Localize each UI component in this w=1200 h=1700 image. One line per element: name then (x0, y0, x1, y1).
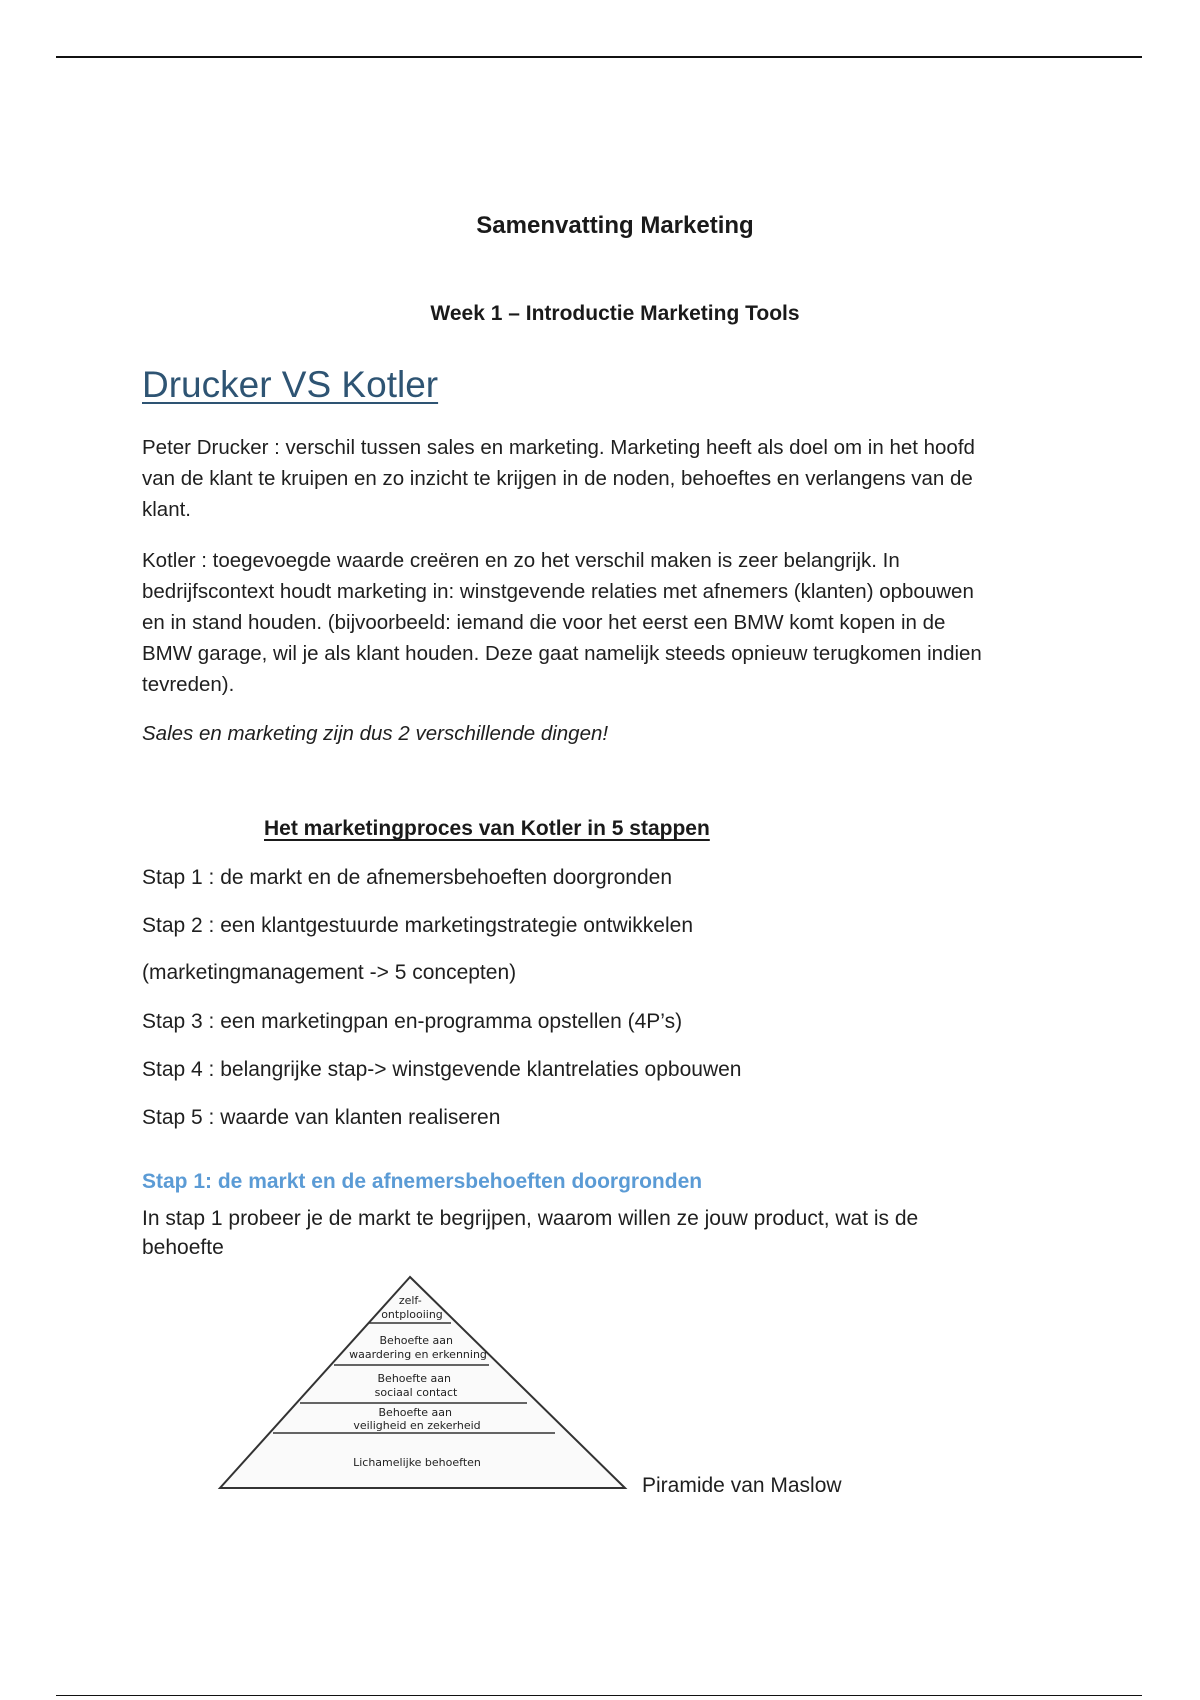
pyramid-level-esteem: Behoefte aan waardering en erkenning (349, 1334, 487, 1361)
paragraph-drucker: Peter Drucker : verschil tussen sales en marketing. Marketing heeft als doel om in het hoofd van de klant te kruipen en zo inzicht te krijgen in de noden, behoeftes en verlangens van de klant. (142, 436, 975, 521)
step-line: Stap 1 : de markt en de afnemersbehoeften doorgronden (142, 866, 673, 889)
maslow-pyramid (210, 1270, 630, 1500)
pyramid-level-social: Behoefte aan sociaal contact (374, 1372, 458, 1399)
step-line: Stap 2 : een klantgestuurde marketingstrategie ontwikkelen (142, 914, 693, 937)
step-line: (marketingmanagement -> 5 concepten) (142, 961, 517, 984)
section-heading-marketing-process: Het marketingproces van Kotler in 5 stappen (264, 817, 710, 840)
paragraph-kotler: Kotler : toegevoegde waarde creëren en zo het verschil maken is zeer belangrijk. In bedrijfscontext houdt marketing in: winstgevende relaties met afnemers (klanten) opbouwen en in stand houden. (bijvoorbeeld: iemand die voor het eerst een BMW komt kopen in de BMW garage, wil je als klant houden. Deze gaat namelijk steeds opnieuw terugkomen indien tevreden). (142, 549, 982, 696)
pyramid-level-safety: Behoefte aan veiligheid en zekerheid (353, 1406, 481, 1432)
pyramid-caption: Piramide van Maslow (642, 1474, 842, 1497)
top-rule (56, 56, 1142, 58)
paragraph-step1: In stap 1 probeer je de markt te begrijpen, waarom willen ze jouw product, wat is de behoefte (142, 1207, 919, 1259)
pyramid-level-self-actualization: zelf- ontplooiing (381, 1294, 443, 1321)
paragraph-conclusion: Sales en marketing zijn dus 2 verschillende dingen! (142, 722, 609, 745)
step-line: Stap 4 : belangrijke stap-> winstgevende klantrelaties opbouwen (142, 1058, 742, 1081)
document-title: Samenvatting Marketing (476, 212, 754, 239)
section-heading-drucker-vs-kotler: Drucker VS Kotler (142, 364, 439, 405)
step-line: Stap 3 : een marketingpan en-programma opstellen (4P’s) (142, 1010, 683, 1033)
pyramid-level-physiological: Lichamelijke behoeften (353, 1456, 481, 1469)
section-heading-step1: Stap 1: de markt en de afnemersbehoeften doorgronden (142, 1170, 703, 1193)
bottom-rule (56, 1695, 1142, 1696)
step-line: Stap 5 : waarde van klanten realiseren (142, 1106, 501, 1129)
week-title: Week 1 – Introductie Marketing Tools (430, 302, 800, 325)
